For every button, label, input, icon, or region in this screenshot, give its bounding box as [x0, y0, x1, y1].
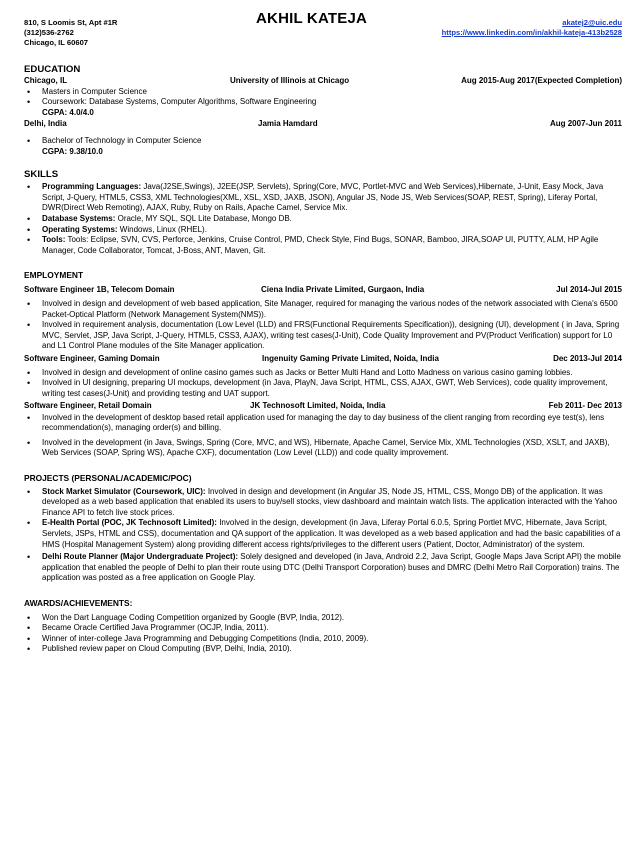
education-gpa: CGPA: 9.38/10.0: [42, 146, 103, 156]
job-title: Software Engineer, Gaming Domain: [24, 353, 160, 363]
job-dates: Feb 2011- Dec 2013: [548, 400, 622, 410]
job-title: Software Engineer 1B, Telecom Domain: [24, 284, 175, 294]
skill-label: Programming Languages:: [42, 182, 142, 192]
education-heading: EDUCATION: [24, 64, 81, 75]
education-details-list: [24, 136, 622, 147]
project-description: Involved in the design, development (in Java, Liferay Portal 6.0.5, Spring Portlet MVC, Hibernate, Java Script, Servlets, JSPs, HTML and CSS), documentation and QA support of the application. It was developed as a web based application and had the basic capabilities of a HMS (Hospital Management System) along providing different access rights/privileges to the different users (Patient, Doctor, Administrator) of the system.: [42, 518, 621, 549]
project-description: Solely designed and developed (in Java, Android 2.2, Java Script, Google Maps Java Script API) the mobile application that enabled the people of Delhi to plan their route using DTC (Delhi Transport Corporation) buses and DMRC (Delhi Metro Rail Corporation) trains. The application was posted as a free application on Google Play.: [42, 552, 621, 583]
job-duties-list: [24, 413, 622, 459]
education-dates: Aug 2015-Aug 2017(Expected Completion): [461, 75, 622, 85]
projects-heading: PROJECTS (PERSONAL/ACADEMIC/POC): [24, 473, 192, 484]
list-item: • Involved in requirement analysis, documentation (Low Level (LLD) and FRS(Functional Requirements Specification)), designing (UI), development ( in Java, Spring MVC, Servlet, JSP, Java Script, J-Query, HTML5, CSS3, AJAX), writing test cases(J-Unit), Code Quality Improvement and PV(Product Verification) support for L0 and L1 Control Plane modules of the Site Manager application.: [24, 320, 622, 352]
list-item: • Won the Dart Language Coding Competition organized by Google (BVP, India, 2012).: [24, 613, 622, 624]
list-item: • Involved in the development of desktop based retail application used for managing the day to day business of the client ranging from recording eye test(s), lens recommendation(s), managing order(s) and billing.: [24, 413, 622, 434]
address-line: 810, S Loomis St, Apt #1R: [24, 18, 118, 27]
project-title: E-Health Portal (POC, JK Technosoft Limited):: [42, 518, 217, 528]
education-location: Delhi, India: [24, 119, 67, 129]
education-entry-row: [24, 119, 622, 130]
list-item: [24, 518, 622, 550]
job-company: JK Technosoft Limited, Noida, India: [250, 400, 386, 410]
job-row: [24, 401, 622, 412]
education-gpa: CGPA: 4.0/4.0: [42, 107, 94, 117]
awards-heading: AWARDS/ACHIEVEMENTS:: [24, 597, 133, 608]
list-item: • Involved in design and development of online casino games such as Jacks or Better Multi Hand and Lotto Madness on various casino gaming lobbies.: [24, 368, 622, 379]
list-item: • Masters in Computer Science: [24, 87, 622, 98]
list-item: [24, 235, 622, 256]
list-item: • Coursework: Database Systems, Computer Algorithms, Software Engineering: [24, 97, 622, 108]
project-title: Stock Market Simulator (Coursework, UIC):: [42, 486, 206, 496]
skills-list: [24, 182, 622, 256]
job-title: Software Engineer, Retail Domain: [24, 400, 152, 410]
resume-header: [24, 10, 622, 62]
list-item: • Published review paper on Cloud Computing (BVP, Delhi, India, 2010).: [24, 644, 622, 655]
contact-address-block: [24, 18, 117, 48]
awards-section: [24, 598, 622, 655]
job-dates: Jul 2014-Jul 2015: [556, 284, 622, 294]
skill-text: Oracle, MY SQL, SQL Lite Database, Mongo DB.: [115, 213, 292, 223]
job-row: [24, 354, 622, 365]
list-item: [24, 552, 622, 584]
projects-list: [24, 487, 622, 584]
job-dates: Dec 2013-Jul 2014: [553, 353, 622, 363]
list-item: • Became Oracle Certified Java Programmer (OCJP, India, 2011).: [24, 623, 622, 634]
contact-links-block: [442, 18, 622, 38]
resume-page: [24, 10, 622, 655]
skill-text: Windows, Linux (RHEL).: [117, 224, 207, 234]
skill-text: Tools: Eclipse, SVN, CVS, Perforce, Jenkins, Cruise Control, PMD, Check Style, Find Bugs, SONAR, Bamboo, JIRA,SOAP UI, PUTTY, ALM, HP Agile Manager, Code Collaborator, Tomcat, J-Boss, ANT, Maven, Git.: [42, 235, 599, 255]
education-dates: Aug 2007-Jun 2011: [549, 119, 622, 129]
city-line: Chicago, IL 60607: [24, 38, 89, 47]
list-item: • Involved in the development (in Java, Swings, Spring (Core, MVC, and WS), Hibernate, Apache Camel, Service Mix, XML Technologies (XSD, XSLT, and JAXB), Web Services (SOAP, Spring WS), Apache CXF), documentation (Low Level (LLD)) and code quality improvement.: [24, 438, 622, 459]
projects-section: [24, 473, 622, 584]
education-section: [24, 65, 622, 158]
list-item: [24, 182, 622, 214]
list-item: • Involved in UI designing, preparing UI mockups, development (in Java, PlayN, Java Script, HTML, CSS, AJAX, GWT, Web Services), code quality improvement, writing test cases(J-Unit) and providing testing and UAT support.: [24, 378, 622, 399]
education-school: University of Illinois at Chicago: [230, 75, 350, 85]
phone-number: (312)536-2762: [24, 28, 74, 37]
awards-list: [24, 613, 622, 655]
project-title: Delhi Route Planner (Major Undergraduate Project):: [42, 552, 239, 562]
list-item: • Winner of inter-college Java Programming and Debugging Competitions (India, 2010, 2009).: [24, 634, 622, 645]
job-company: Ciena India Private Limited, Gurgaon, India: [261, 284, 425, 294]
list-item: • Involved in design and development of web based application, Site Manager, required for managing the various nodes of the network associated with Ciena's 6500 Packet-Optical Platform (Network Management System(NMS)).: [24, 299, 622, 320]
job-row: [24, 285, 622, 296]
list-item: [24, 487, 622, 519]
job-duties-list: [24, 299, 622, 352]
email-link[interactable]: akatej2@uic.edu: [562, 18, 622, 27]
education-details-list: [24, 87, 622, 108]
skill-label: Tools:: [42, 235, 66, 245]
employment-section: [24, 270, 622, 459]
education-location: Chicago, IL: [24, 75, 68, 85]
skill-label: Operating Systems:: [42, 224, 118, 234]
list-item: • Bachelor of Technology in Computer Science: [24, 136, 622, 147]
skills-section: [24, 170, 622, 257]
education-school: Jamia Hamdard: [258, 119, 318, 129]
employment-heading: EMPLOYMENT: [24, 270, 84, 281]
skill-text: Java(J2SE,Swings), J2EE(JSP, Servlets), Spring(Core, MVC, Portlet-MVC and Web Services),Hibernate, J-Unit, Easy Mock, Java Script, J-Query, HTML5, CSS3, XML Technologies(XML, XSL, XSD, JAXB, JSON), Angular JS, Node JS, Web Services(SOAP, REST, Spring), Liferay Portal, DWR(Direct Web Remoting), AJAX, Ruby, Ruby on Rails, Apache Camel, Service Mix.: [42, 182, 604, 213]
list-item: [24, 225, 622, 236]
education-entry-row: [24, 76, 622, 87]
list-item: [24, 214, 622, 225]
project-description: Involved in design and development (in Angular JS, Node JS, HTML, CSS, Mongo DB) of the application. It was developed as a web based application that enabled its users to buy/sell stocks, view dashboard and maintain watch lists. The application interacted with the Yahoo Finance API to fetch live stock prices.: [42, 486, 618, 517]
linkedin-link[interactable]: https://www.linkedin.com/in/akhil-kateja-413b2528: [441, 28, 622, 37]
skill-label: Database Systems:: [42, 213, 116, 223]
job-duties-list: [24, 368, 622, 400]
candidate-name: AKHIL KATEJA: [256, 10, 368, 27]
skills-heading: SKILLS: [24, 168, 59, 180]
job-company: Ingenuity Gaming Private Limited, Noida, India: [262, 353, 439, 363]
